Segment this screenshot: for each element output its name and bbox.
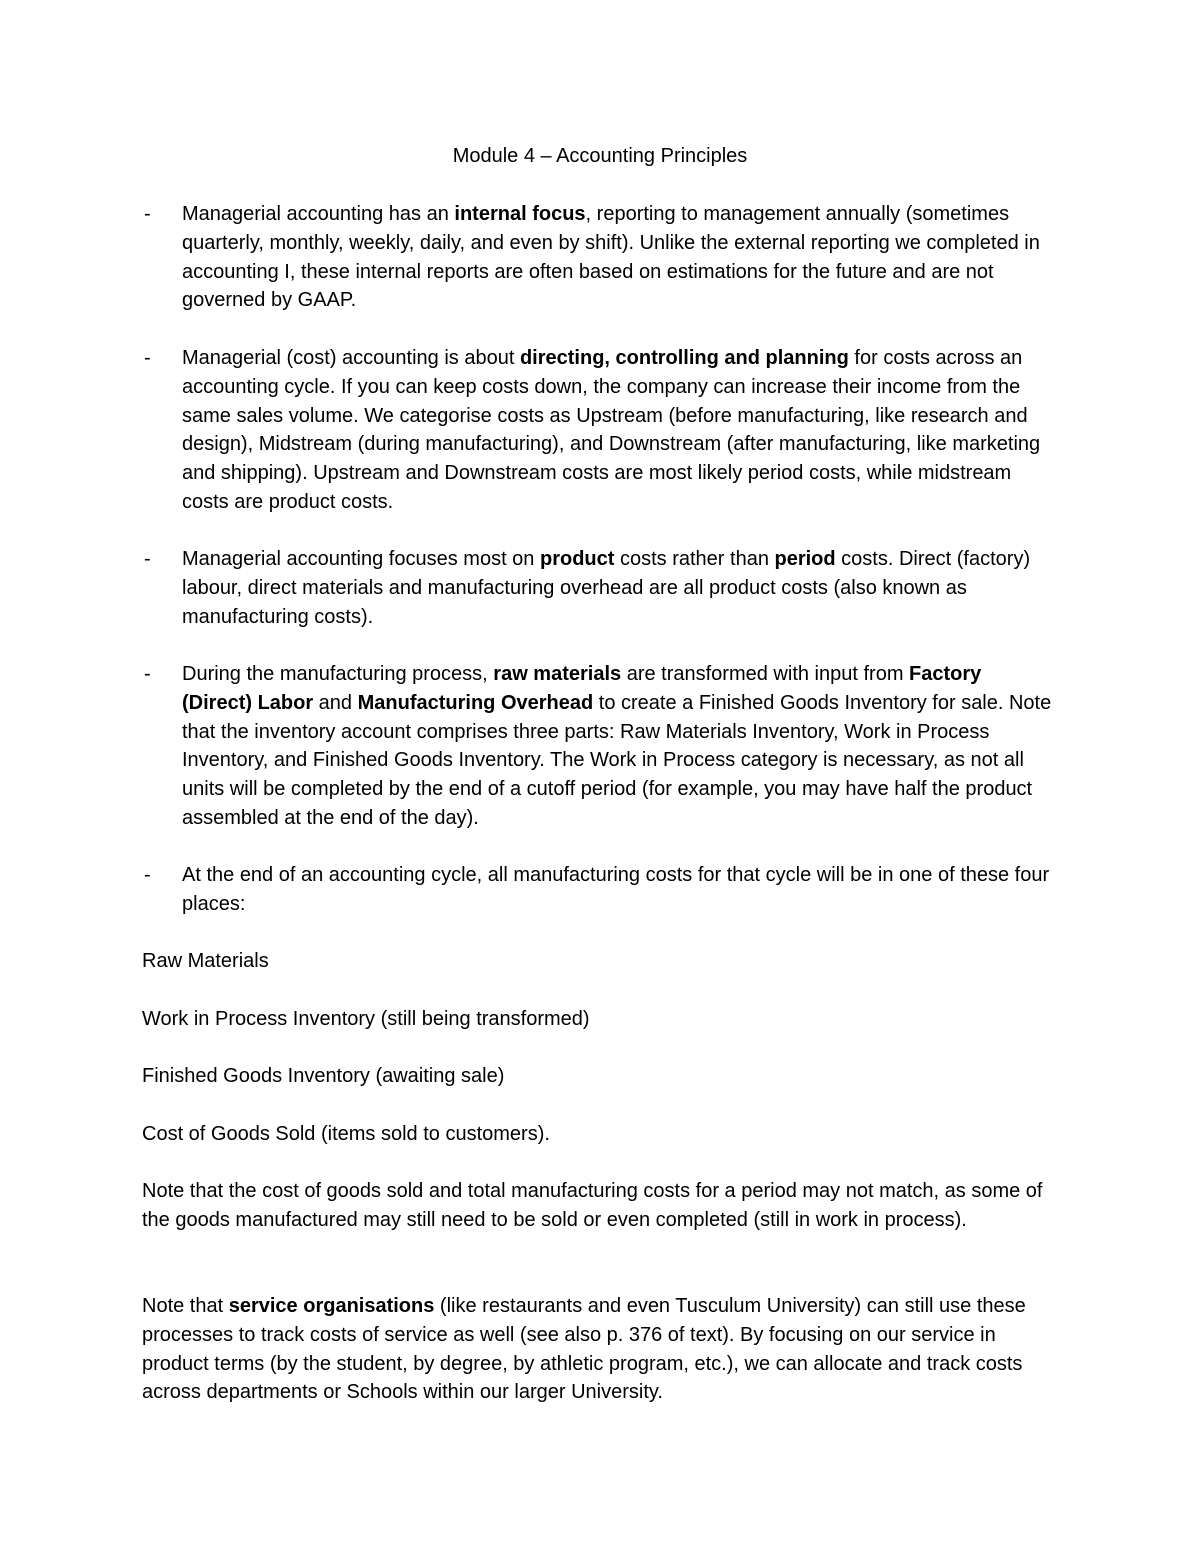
place-cost-of-goods-sold: Cost of Goods Sold (items sold to customers). xyxy=(142,1123,550,1145)
bullet-text xyxy=(182,660,1054,833)
text-run: Managerial (cost) accounting is about xyxy=(182,347,520,369)
bold-term: service organisations xyxy=(228,1295,435,1317)
text-run: Note that xyxy=(142,1295,229,1317)
bullet-marker: - xyxy=(144,864,151,886)
text-run: (like restaurants and even Tusculum University) can still use these processes to track costs of service as well (see also p. 376 of text). By focusing on our service in product terms (by the student, by degree, by athletic program, etc.), we can allocate and track costs across departments or Schools within our larger University. xyxy=(142,1295,1026,1404)
bullet-marker: - xyxy=(144,347,151,369)
bullet-text: At the end of an accounting cycle, all manufacturing costs for that cycle will be in one of these four places: xyxy=(182,864,1050,915)
bold-term: raw materials xyxy=(493,663,622,685)
text-run: , reporting to management annually (sometimes quarterly, monthly, weekly, daily, and even by shift). Unlike the external reporting we completed in accounting I, these internal reports are often based on estimations for the future and are not governed by GAAP. xyxy=(182,203,1040,312)
note-service-organisations xyxy=(142,1292,1054,1407)
place-work-in-process: Work in Process Inventory (still being transformed) xyxy=(142,1008,590,1030)
note-cogs-mismatch: Note that the cost of goods sold and total manufacturing costs for a period may not match, as some of the goods manufactured may still need to be sold or even completed (still in work in process). xyxy=(142,1180,1043,1231)
bullet-marker: - xyxy=(144,663,151,685)
bullet-item-manufacturing-process xyxy=(144,660,1054,833)
bullet-marker: - xyxy=(144,548,151,570)
bold-term: Factory (Direct) Labor xyxy=(182,663,982,714)
place-raw-materials: Raw Materials xyxy=(142,950,269,972)
bold-term: Manufacturing Overhead xyxy=(357,691,594,714)
document-title: Module 4 – Accounting Principles xyxy=(452,145,748,167)
bullet-text xyxy=(182,200,1054,315)
bullet-item-cost-accounting xyxy=(144,344,1054,517)
bullet-text xyxy=(182,344,1054,517)
bold-term: internal focus xyxy=(454,203,586,225)
text-run: Managerial accounting has an xyxy=(182,203,455,225)
place-finished-goods: Finished Goods Inventory (awaiting sale) xyxy=(142,1065,505,1087)
text-run: costs. Direct (factory) labour, direct materials and manufacturing overhead are all product costs (also known as manufacturing costs). xyxy=(182,548,1031,628)
text-run: During the manufacturing process, xyxy=(182,663,494,685)
bold-term: product xyxy=(539,548,615,570)
text-run: to create a Finished Goods Inventory for sale. Note that the inventory account comprises three parts: Raw Materials Inventory, Work in Process Inventory, and Finished Goods Inventory. The Work in Process category is necessary, as not all units will be completed by the end of a cutoff period (for example, you may have half the product assembled at the end of the day). xyxy=(182,691,1052,829)
bullet-item-cycle-end xyxy=(144,861,1054,919)
text-run: costs rather than xyxy=(614,548,775,570)
bold-term: period xyxy=(774,548,836,570)
text-run: Managerial accounting focuses most on xyxy=(182,548,540,570)
bullet-text xyxy=(182,545,1054,631)
text-run: and xyxy=(313,691,358,714)
text-run: are transformed with input from xyxy=(621,663,910,685)
bullet-marker: - xyxy=(144,203,151,225)
text-run: for costs across an accounting cycle. If you can keep costs down, the company can increase their income from the same sales volume. We categorise costs as Upstream (before manufacturing, like research and design), Midstream (during manufacturing), and Downstream (after manufacturing, like marketing and shipping). Upstream and Downstream costs are most likely period costs, while midstream costs are product costs. xyxy=(182,347,1041,513)
bullet-item-product-costs xyxy=(144,545,1054,631)
bold-term: directing, controlling and planning xyxy=(519,347,849,369)
bullet-item-internal-focus xyxy=(144,200,1054,315)
